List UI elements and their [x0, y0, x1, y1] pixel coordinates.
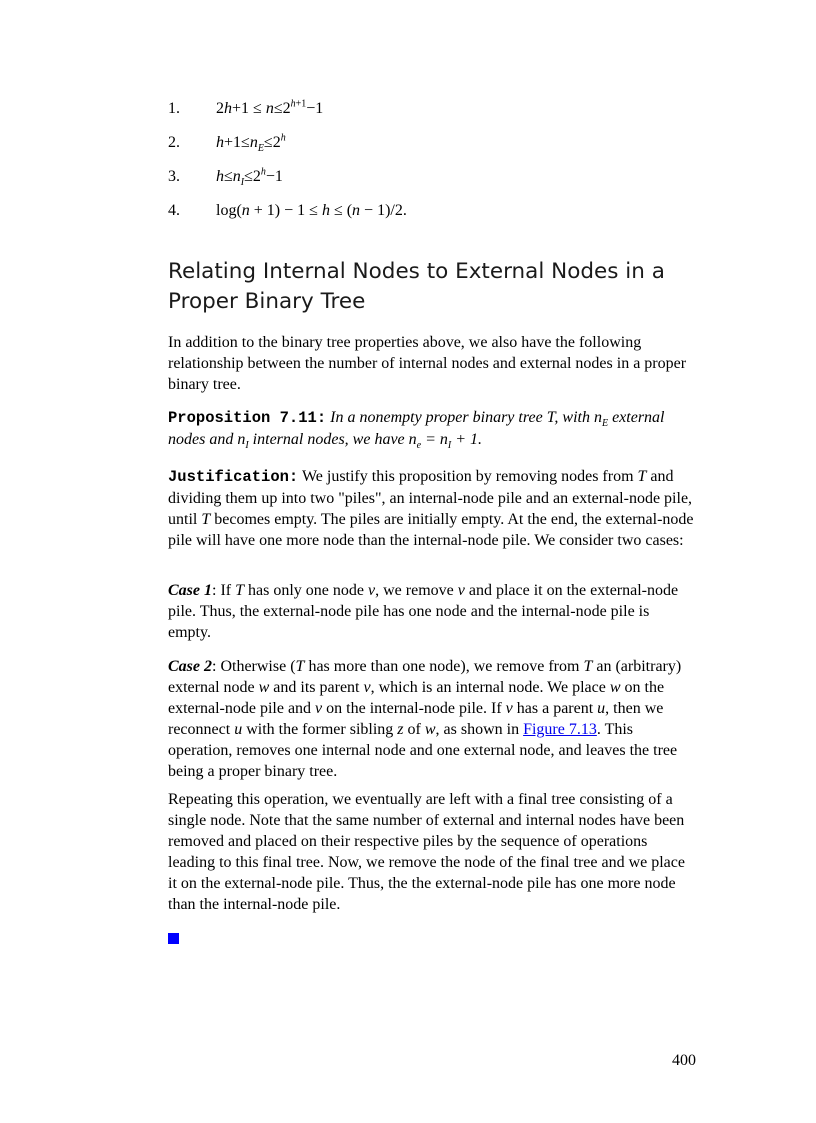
formula: $2h+1 \le n\le 2^{h+1}-1$: [216, 98, 324, 117]
list-number: 4.: [168, 202, 180, 219]
section-heading: Relating Internal Nodes to External Nodes in a Proper Binary Tree: [168, 259, 665, 314]
page-number: 400: [672, 1052, 696, 1069]
properties-list: [168, 100, 696, 236]
case1-paragraph: Case 1: If T has only one node v, we remove v and place it on the external-node pile. Thus, the external-node pile has one node and the internal-node pile is empty.: [168, 582, 679, 641]
formula: $h\le n_I\le 2^h-1$: [216, 166, 283, 189]
list-item: [168, 168, 696, 202]
proposition-paragraph: [168, 407, 696, 450]
closing-paragraph: Repeating this operation, we eventually are left with a final tree consisting of a single node. Note that the same number of external and internal nodes have been removed and placed on their respective piles by the sequence of operations leading to this final tree. Now, we remove the node of the final tree and we place it on the external-node pile. Thus, the the external-node pile has one more node than the internal-node pile.: [168, 791, 685, 913]
list-item: [168, 134, 696, 168]
justification-label: Justification:: [168, 468, 299, 486]
proposition-label: Proposition 7.11:: [168, 409, 327, 427]
list-item: [168, 202, 696, 236]
list-number: 3.: [168, 168, 180, 185]
figure-link[interactable]: Figure 7.13: [523, 721, 597, 738]
justification-paragraph: Justification: We justify this proposition by removing nodes from T and dividing them up into two "piles", an internal-node pile and an external-node pile, until T becomes empty. The piles are initially empty. At the end, the external-node pile will have one more node than the internal-node pile. We consider two cases:: [168, 468, 694, 549]
list-number: 1.: [168, 100, 180, 117]
formula: log(n + 1) − 1 ≤ h ≤ (n − 1)/2.: [216, 202, 407, 219]
intro-paragraph: In addition to the binary tree properties above, we also have the following relationship between the number of internal nodes and external nodes in a proper binary tree.: [168, 334, 687, 393]
case2-paragraph: Case 2: Otherwise (T has more than one node), we remove from T an (arbitrary) external node w and its parent v, which is an internal node. We place w on the external-node pile and v on the internal-node pile. If v has a parent u, then we reconnect u with the former sibling z of w, as shown in Figure 7.13. This operation, removes one internal node and one external node, and leaves the tree being a proper binary tree.: [168, 658, 682, 780]
list-number: 2.: [168, 134, 180, 151]
case2-label: Case 2: [168, 658, 212, 675]
end-of-proof-square-icon: [168, 933, 179, 944]
proposition-text: In a nonempty proper binary tree T, with $n_E$ external nodes and $n_I$ internal nodes, we have $n_e = n_I + 1$.: [168, 409, 665, 452]
case1-label: Case 1: [168, 582, 212, 599]
formula: $h+1\le n_E\le 2^h$: [216, 132, 286, 155]
list-item: [168, 100, 696, 134]
